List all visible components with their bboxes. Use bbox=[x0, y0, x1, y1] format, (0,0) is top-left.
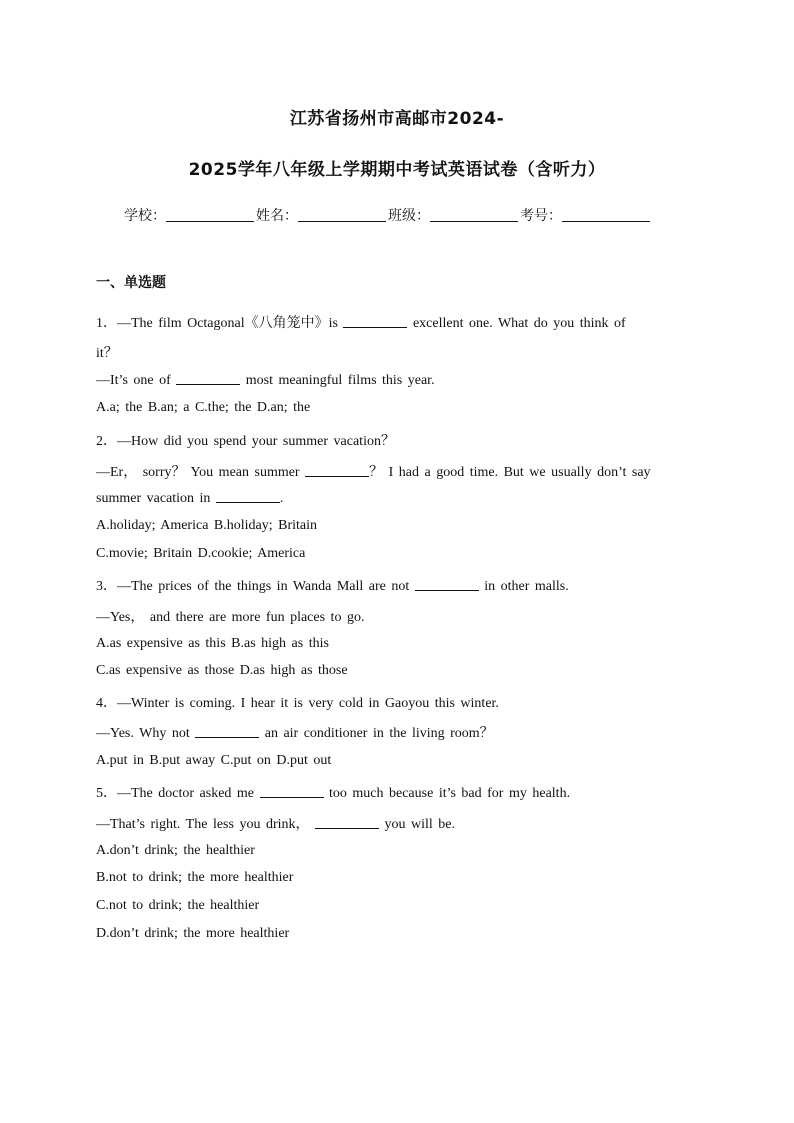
school-label: 学校： bbox=[124, 208, 166, 224]
q5-option-b: B.not to drink; the more healthier bbox=[96, 870, 294, 885]
q2-blank1[interactable] bbox=[305, 464, 369, 477]
q3-blank[interactable] bbox=[415, 578, 479, 591]
q4-blank[interactable] bbox=[195, 725, 259, 738]
q3-options-row2: C.as expensive as those D.as high as those bbox=[96, 663, 348, 678]
section-title: 一、单选题 bbox=[96, 275, 166, 291]
q2-options-row1: A.holiday; America B.holiday; Britain bbox=[96, 518, 318, 533]
class-blank[interactable] bbox=[430, 208, 518, 222]
q3-stem-line1: 3．—The prices of the things in Wanda Mall are not in other malls. bbox=[96, 579, 569, 594]
q2-options-row2: C.movie; Britain D.cookie; America bbox=[96, 546, 306, 561]
exam-title-line1: 江苏省扬州市高邮市2024- bbox=[289, 109, 505, 129]
q5-blank2[interactable] bbox=[315, 816, 379, 829]
number-blank[interactable] bbox=[562, 208, 650, 222]
q5-option-c: C.not to drink; the healthier bbox=[96, 898, 260, 913]
student-info-row bbox=[124, 205, 652, 225]
q4-stem-line1: 4．—Winter is coming. I hear it is very cold in Gaoyou this winter. bbox=[96, 696, 499, 711]
q2-stem-line1: 2．—How did you spend your summer vacation？ bbox=[96, 434, 395, 449]
q5-option-d: D.don’t drink; the more healthier bbox=[96, 926, 290, 941]
q1-stem-line1: 1．—The film Octagonal《八角笼中》is excellent one. What do you think of bbox=[96, 316, 626, 331]
school-blank[interactable] bbox=[166, 208, 254, 222]
q5-stem-line2: —That’s right. The less you drink， you will be. bbox=[96, 817, 455, 832]
q2-stem-line2: —Er， sorry？ You mean summer ？ I had a good time. But we usually don’t say bbox=[96, 465, 651, 480]
q1-stem-line2: it？ bbox=[96, 346, 118, 361]
q5-stem-line1: 5．—The doctor asked me too much because it’s bad for my health. bbox=[96, 786, 571, 801]
class-label: 班级： bbox=[388, 208, 430, 224]
q4-stem-line2: —Yes. Why not an air conditioner in the living room？ bbox=[96, 726, 494, 741]
name-blank[interactable] bbox=[298, 208, 386, 222]
q2-stem-line3: summer vacation in . bbox=[96, 491, 284, 506]
q3-stem-line2: —Yes， and there are more fun places to go. bbox=[96, 610, 365, 625]
q4-options: A.put in B.put away C.put on D.put out bbox=[96, 753, 332, 768]
q1-options: A.a; the B.an; a C.the; the D.an; the bbox=[96, 400, 311, 415]
q5-option-a: A.don’t drink; the healthier bbox=[96, 843, 255, 858]
q1-blank1[interactable] bbox=[343, 315, 407, 328]
q1-stem-line3: —It’s one of most meaningful films this year. bbox=[96, 373, 435, 388]
q3-options-row1: A.as expensive as this B.as high as this bbox=[96, 636, 329, 651]
exam-title-line2: 2025学年八年级上学期期中考试英语试卷（含听力） bbox=[188, 160, 606, 180]
number-label: 考号： bbox=[520, 208, 562, 224]
name-label: 姓名： bbox=[256, 208, 298, 224]
q2-blank2[interactable] bbox=[216, 490, 280, 503]
q1-blank2[interactable] bbox=[176, 372, 240, 385]
q5-blank1[interactable] bbox=[260, 785, 324, 798]
